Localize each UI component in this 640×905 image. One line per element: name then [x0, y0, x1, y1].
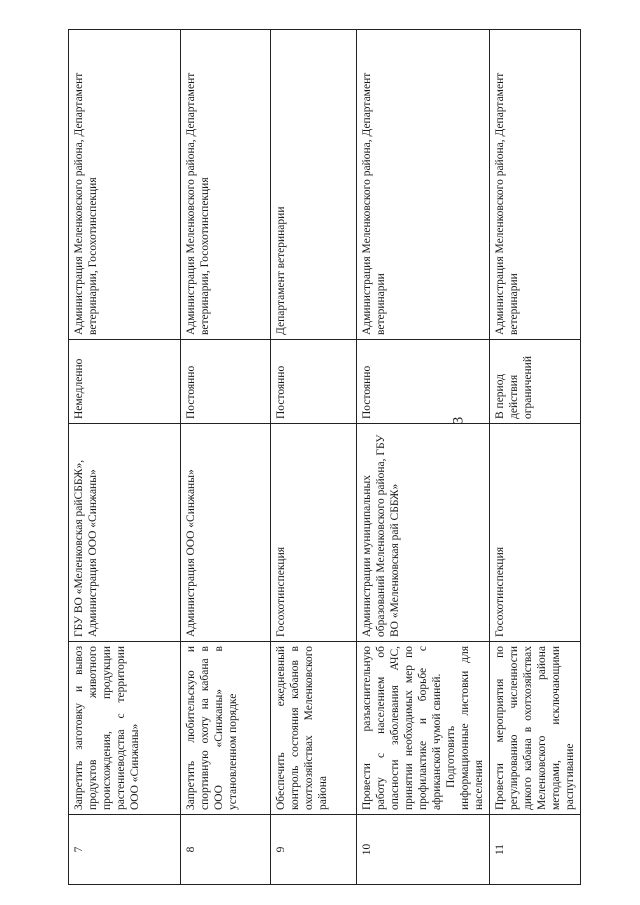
measure-action [357, 642, 490, 815]
measure-action-extra: Подготовить информационные листовки для населения [445, 646, 485, 810]
measure-action: Запретить любительскую и спортивную охоту на кабана в ООО «Синжаны» в установленном порядке [181, 642, 271, 815]
measure-executors: Госохотинспекция [271, 424, 357, 642]
measures-table [68, 29, 581, 885]
row-number: 8 [181, 815, 271, 885]
measure-executors: Администрации муниципальных образований Меленковского района, ГБУ ВО «Меленковская рай СББЖ» [357, 424, 490, 642]
row-number: 10 [357, 815, 490, 885]
row-number: 11 [490, 815, 581, 885]
row-number: 7 [69, 815, 181, 885]
measure-executors: Администрация ООО «Синжаны» [181, 424, 271, 642]
table-row [181, 30, 271, 885]
measure-deadline: Постоянно [357, 340, 490, 424]
measure-deadline: Немедленно [69, 340, 181, 424]
measure-action-text: Провести разъяснительную работу с населением об опасности заболевания АЧС, принятии необходимых мер по профилактике и борьбе с африканской чумой свиней. [361, 646, 443, 810]
measure-control: Департамент ветеринарии [271, 30, 357, 340]
measure-control: Администрация Меленковского района, Департамент ветеринарии [490, 30, 581, 340]
table-row [271, 30, 357, 885]
measure-control: Администрация Меленковского района, Департамент ветеринарии, Госохотинспекция [69, 30, 181, 340]
page-number: 3 [450, 416, 467, 425]
table-row [357, 30, 490, 885]
measure-executors: Госохотинспекция [490, 424, 581, 642]
measure-deadline: В период действия ограничений [490, 340, 581, 424]
measure-action: Провести мероприятия по регулированию численности дикого кабана в охотхозяйствах Меленковского района методами, исключающими распугивание [490, 642, 581, 815]
measure-control: Администрация Меленковского района, Департамент ветеринарии [357, 30, 490, 340]
row-number: 9 [271, 815, 357, 885]
measure-action: Обеспечить ежедневный контроль состояния кабанов в охотхозяйствах Меленковского района [271, 642, 357, 815]
table-row [490, 30, 581, 885]
table-row [69, 30, 181, 885]
measure-action: Запретить заготовку и вывоз продуктов животного происхождения, продукции растениеводства с территории ООО «Синжаны» [69, 642, 181, 815]
measure-executors: ГБУ ВО «Меленковская райСББЖ», Администрация ООО «Синжаны» [69, 424, 181, 642]
measure-deadline: Постоянно [271, 340, 357, 424]
measure-control: Администрация Меленковского района, Департамент ветеринарии, Госохотинспекция [181, 30, 271, 340]
measure-deadline: Постоянно [181, 340, 271, 424]
measures-table-wrapper [68, 30, 576, 885]
